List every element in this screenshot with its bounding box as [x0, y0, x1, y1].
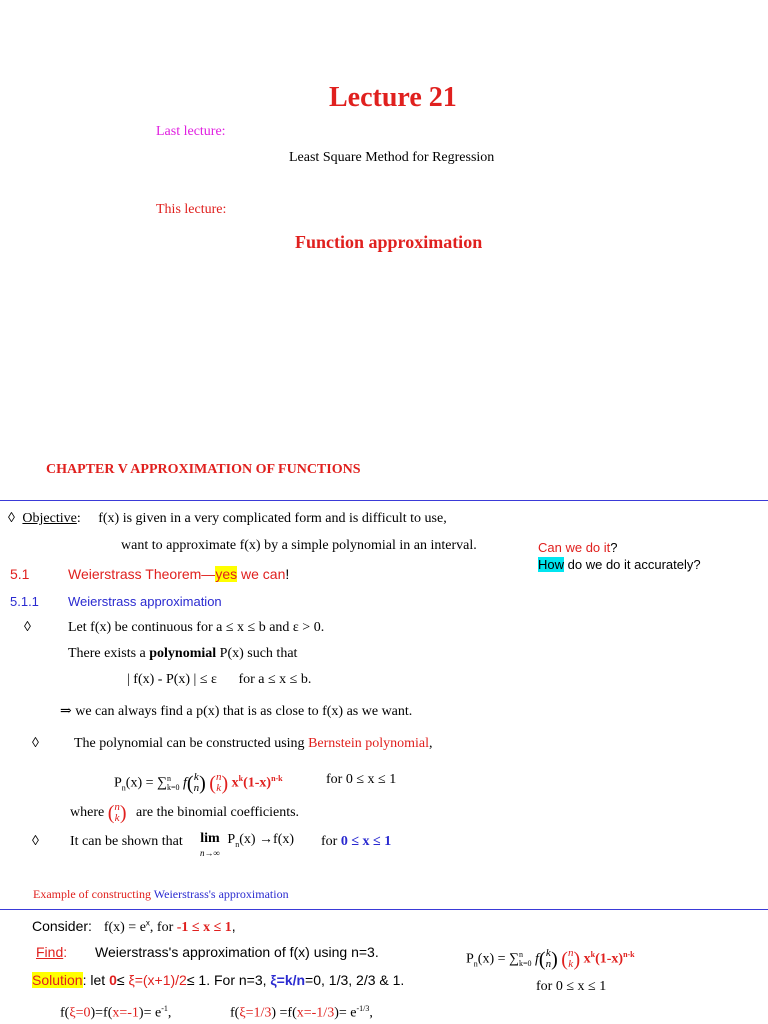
- objective-line-2: want to approximate f(x) by a simple polynomial in an interval.: [121, 538, 477, 553]
- eval-a: [60, 1004, 171, 1022]
- power-x: x: [231, 775, 239, 791]
- limit-range-line: [321, 834, 391, 850]
- solution-line: [32, 972, 404, 988]
- right-one-minus-x: (1-x): [595, 951, 624, 967]
- frac-den: n: [193, 782, 200, 795]
- section-5-1-1-number: 5.1.1: [10, 594, 39, 609]
- where-text-b: are the binomial coefficients.: [136, 805, 300, 821]
- solution-le: ≤: [116, 972, 129, 988]
- right-binom-bottom: k: [568, 958, 574, 971]
- consider-end: ,: [231, 918, 236, 934]
- section-5-1-number: 5.1: [10, 566, 30, 582]
- right-sum-bottom: k=0: [519, 959, 532, 969]
- section-5-1-yes: yes: [215, 566, 238, 582]
- right-sum-top: n: [519, 950, 524, 960]
- section-5-1-title-b: we can: [237, 566, 286, 582]
- last-lecture-label: Last lecture:: [156, 124, 226, 139]
- eval-b-2: ) =f(: [271, 1005, 297, 1021]
- right-formula-f: f: [535, 951, 539, 967]
- right-power-n-k: n-k: [623, 950, 635, 959]
- right-frac-num: k: [545, 947, 551, 960]
- power-k: k: [238, 774, 244, 783]
- sum-bottom: k=0: [167, 783, 180, 793]
- formula-f: f: [183, 775, 187, 791]
- theorem-line-1: Let f(x) be continuous for a ≤ x ≤ b and ε > 0.: [68, 620, 325, 635]
- objective-colon: :: [76, 511, 81, 526]
- lim-sub: n→∞: [200, 848, 220, 858]
- eval-a-xi: ξ=0: [69, 1005, 91, 1021]
- formula-arg: (x) =: [125, 775, 158, 791]
- find-label: Find: [36, 944, 64, 960]
- theorem-line-4: ⇒ we can always find a p(x) that is as close to f(x) as we want.: [60, 704, 413, 719]
- where-text: where: [70, 805, 105, 821]
- side-note-rest: do we do it accurately?: [567, 557, 701, 572]
- example-heading-b: Weierstrass's approximation: [153, 887, 289, 901]
- limit-p-sub: n: [235, 839, 240, 849]
- diamond-bullet-icon: ◊: [8, 511, 15, 526]
- sum-symbol: ∑: [157, 775, 168, 791]
- binom-bottom: k: [216, 782, 222, 795]
- theorem-inequality: | f(x) - P(x) | ≤ ε: [127, 672, 217, 687]
- solution-label: Solution: [32, 972, 83, 988]
- eval-a-1: f(: [60, 1005, 70, 1021]
- right-binom-top: n: [567, 947, 574, 960]
- section-5-1-1-title: Weierstrass approximation: [68, 594, 222, 609]
- example-heading: [33, 887, 289, 902]
- bernstein-comma: ,: [429, 736, 433, 751]
- section-5-1-title: [68, 566, 289, 582]
- theorem-bullet: ◊: [24, 620, 31, 635]
- binom-top: n: [215, 771, 222, 784]
- right-sum-symbol: ∑: [509, 951, 520, 967]
- right-power-k: k: [590, 950, 596, 959]
- limit-expr: [200, 832, 294, 860]
- eval-b-x: x=-1/3: [296, 1005, 335, 1021]
- limit-bullet: ◊: [32, 834, 39, 849]
- section-5-1-excl: !: [285, 566, 290, 582]
- lim-word: lim: [200, 831, 220, 846]
- bernstein-formula: $P_n(x) = \sum n$ k=0 f(k n) (n k) $x^k(1-x)^{n-k}$: [114, 771, 283, 795]
- right-formula-p-sub: n: [473, 959, 478, 969]
- right-formula-arg: (x) =: [477, 951, 510, 967]
- side-note-qmark: ?: [610, 540, 618, 555]
- right-frac-den: n: [545, 958, 552, 971]
- one-minus-x: (1-x): [243, 775, 272, 791]
- consider-label: Consider:: [32, 918, 92, 934]
- objective-label: Objective: [22, 511, 77, 526]
- consider-for: , for: [149, 920, 177, 935]
- objective-text-1: f(x) is given in a very complicated form and is difficult to use,: [98, 511, 447, 526]
- divider-top: [0, 500, 768, 501]
- formula-p: P: [114, 775, 122, 791]
- solution-xi-kn: ξ=k/n: [270, 972, 306, 988]
- last-lecture-topic: Least Square Method for Regression: [289, 150, 495, 165]
- this-lecture-topic: Function approximation: [295, 232, 483, 252]
- bernstein-polynomial-term: Bernstein polynomial: [308, 736, 429, 751]
- theorem-line-2a: There exists a: [68, 646, 150, 661]
- eval-a-exp: -1: [161, 1004, 168, 1013]
- theorem-range: for a ≤ x ≤ b.: [238, 672, 312, 687]
- limit-for: for: [321, 834, 341, 849]
- eval-a-2: )=f(: [90, 1005, 113, 1021]
- objective-line-1: [8, 511, 447, 527]
- theorem-polynomial: polynomial: [149, 646, 217, 661]
- consider-exp: x: [145, 918, 150, 928]
- solution-text-a: let: [86, 972, 110, 988]
- eval-a-4: ,: [167, 1005, 172, 1021]
- eval-b-exp: -1/3: [356, 1004, 370, 1013]
- right-power-x: x: [583, 951, 591, 967]
- this-lecture-label: This lecture:: [156, 202, 227, 217]
- bernstein-text-a: The polynomial can be constructed using: [74, 736, 309, 751]
- power-n-k: n-k: [271, 774, 283, 783]
- theorem-line-2: [68, 646, 297, 662]
- side-note-line-1: [538, 540, 618, 555]
- theorem-line-2c: P(x) such that: [216, 646, 298, 661]
- where-binom-top: n: [114, 801, 120, 813]
- binomial-note: where (n k) are the binomial coefficients.: [70, 801, 300, 824]
- side-note-question: Can we do it: [538, 540, 611, 555]
- page-title: Lecture 21: [329, 82, 457, 113]
- limit-expr-rest: (x) →f(x): [239, 832, 295, 847]
- limit-text: It can be shown that: [70, 834, 183, 849]
- consider-range: -1 ≤ x ≤ 1: [176, 920, 232, 935]
- limit-range: 0 ≤ x ≤ 1: [340, 834, 392, 849]
- eval-b-3: )= e: [334, 1005, 357, 1021]
- find-colon: :: [63, 944, 68, 960]
- eval-a-x: x=-1: [112, 1005, 139, 1021]
- eval-b-1: f(: [230, 1005, 240, 1021]
- solution-xi: ξ=(x+1)/2: [128, 972, 187, 988]
- divider-bottom: [0, 909, 768, 910]
- right-formula-p: P: [466, 951, 474, 967]
- chapter-heading: CHAPTER V APPROXIMATION OF FUNCTIONS: [46, 462, 361, 477]
- bernstein-line: [74, 736, 433, 752]
- solution-zero: 0: [109, 972, 117, 988]
- solution-text-b: ≤ 1. For n=3,: [186, 972, 271, 988]
- find-text: Weierstrass's approximation of f(x) using n=3.: [95, 944, 379, 960]
- eval-b-4: ,: [369, 1005, 373, 1021]
- where-binom-bottom: k: [114, 812, 120, 824]
- solution-colon: :: [82, 972, 87, 988]
- right-formula-range: for 0 ≤ x ≤ 1: [536, 979, 607, 994]
- bernstein-range: for 0 ≤ x ≤ 1: [326, 772, 397, 787]
- solution-text-c: =0, 1/3, 2/3 & 1.: [305, 972, 405, 988]
- consider-expr: f(x) = e: [103, 920, 146, 935]
- side-note-how: How: [538, 557, 565, 572]
- example-heading-a: Example of constructing: [33, 887, 154, 901]
- eval-a-3: )= e: [138, 1005, 162, 1021]
- limit-p: P: [227, 832, 236, 847]
- sum-top: n: [167, 774, 172, 784]
- section-5-1-title-a: Weierstrass Theorem—: [68, 566, 216, 582]
- frac-num: k: [193, 771, 199, 784]
- find-line: [36, 944, 379, 960]
- eval-b-xi: ξ=1/3: [239, 1005, 272, 1021]
- consider-line: [32, 918, 236, 936]
- bernstein-bullet: ◊: [32, 736, 39, 751]
- eval-b: [230, 1004, 373, 1022]
- formula-p-sub: n: [121, 783, 126, 793]
- right-formula: $P_n(x) = \sum n$ k=0 f(k n) (n k) $x^k(1-x)^{n-k}$: [466, 947, 635, 971]
- theorem-line-3: [127, 672, 311, 688]
- side-note-line-2: [538, 557, 701, 572]
